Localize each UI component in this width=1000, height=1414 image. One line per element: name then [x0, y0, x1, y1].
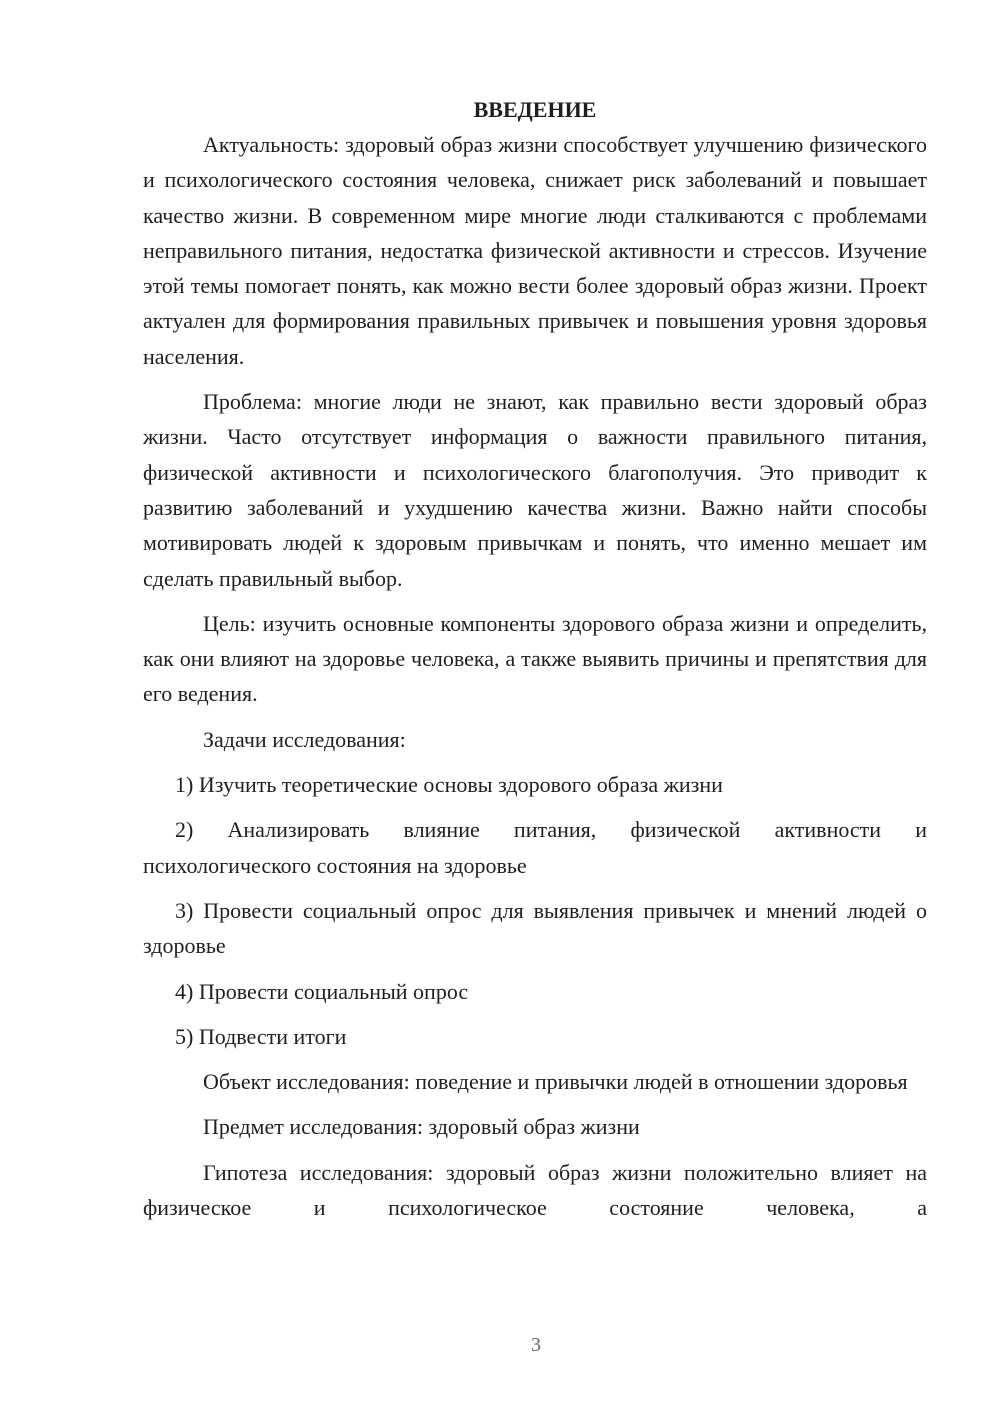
document-title: ВВЕДЕНИЕ: [473, 97, 597, 122]
page-number: 3: [531, 1334, 541, 1356]
task-item: 3) Провести социальный опрос для выявления привычек и мнений людей о здоровье: [143, 897, 927, 959]
task-item: 4) Провести социальный опрос: [175, 978, 469, 1004]
task-item: 2) Анализировать влияние питания, физической активности и психологического состояния на здоровье: [143, 817, 927, 878]
task-item: 5) Подвести итоги: [175, 1023, 347, 1049]
tasks-heading: Задачи исследования:: [203, 726, 406, 752]
document-page: [143, 92, 927, 1225]
paragraph-subject: Предмет исследования: здоровый образ жизни: [203, 1114, 640, 1140]
paragraph-goal: Цель: изучить основные компоненты здорового образа жизни и определить, как они влияют на здоровье человека, а также выявить причины и препятствия для его ведения.: [143, 610, 927, 707]
paragraph-problem: Проблема: многие люди не знают, как правильно вести здоровый образ жизни. Часто отсутствует информация о важности правильного питания, физической активности и психологического благополучия. Это приводит к развитию заболеваний и ухудшению качества жизни. Важно найти способы мотивировать людей к здоровым привычкам и понять, что именно мешает им сделать правильный выбор.: [143, 389, 927, 591]
paragraph-hypothesis: Гипотеза исследования: здоровый образ жизни положительно влияет на физическое и психологическое состояние человека, а: [143, 1159, 927, 1221]
paragraph-relevance: Актуальность: здоровый образ жизни способствует улучшению физического и психологического состояния человека, снижает риск заболеваний и повышает качество жизни. В современном мире многие люди сталкиваются с проблемами неправильного питания, недостатка физической активности и стрессов. Изучение этой темы помогает понять, как можно вести более здоровый образ жизни. Проект актуален для формирования правильных привычек и повышения уровня здоровья населения.: [143, 132, 927, 369]
paragraph-object: Объект исследования: поведение и привычки людей в отношении здоровья: [203, 1069, 908, 1095]
task-item: 1) Изучить теоретические основы здорового образа жизни: [175, 772, 723, 798]
